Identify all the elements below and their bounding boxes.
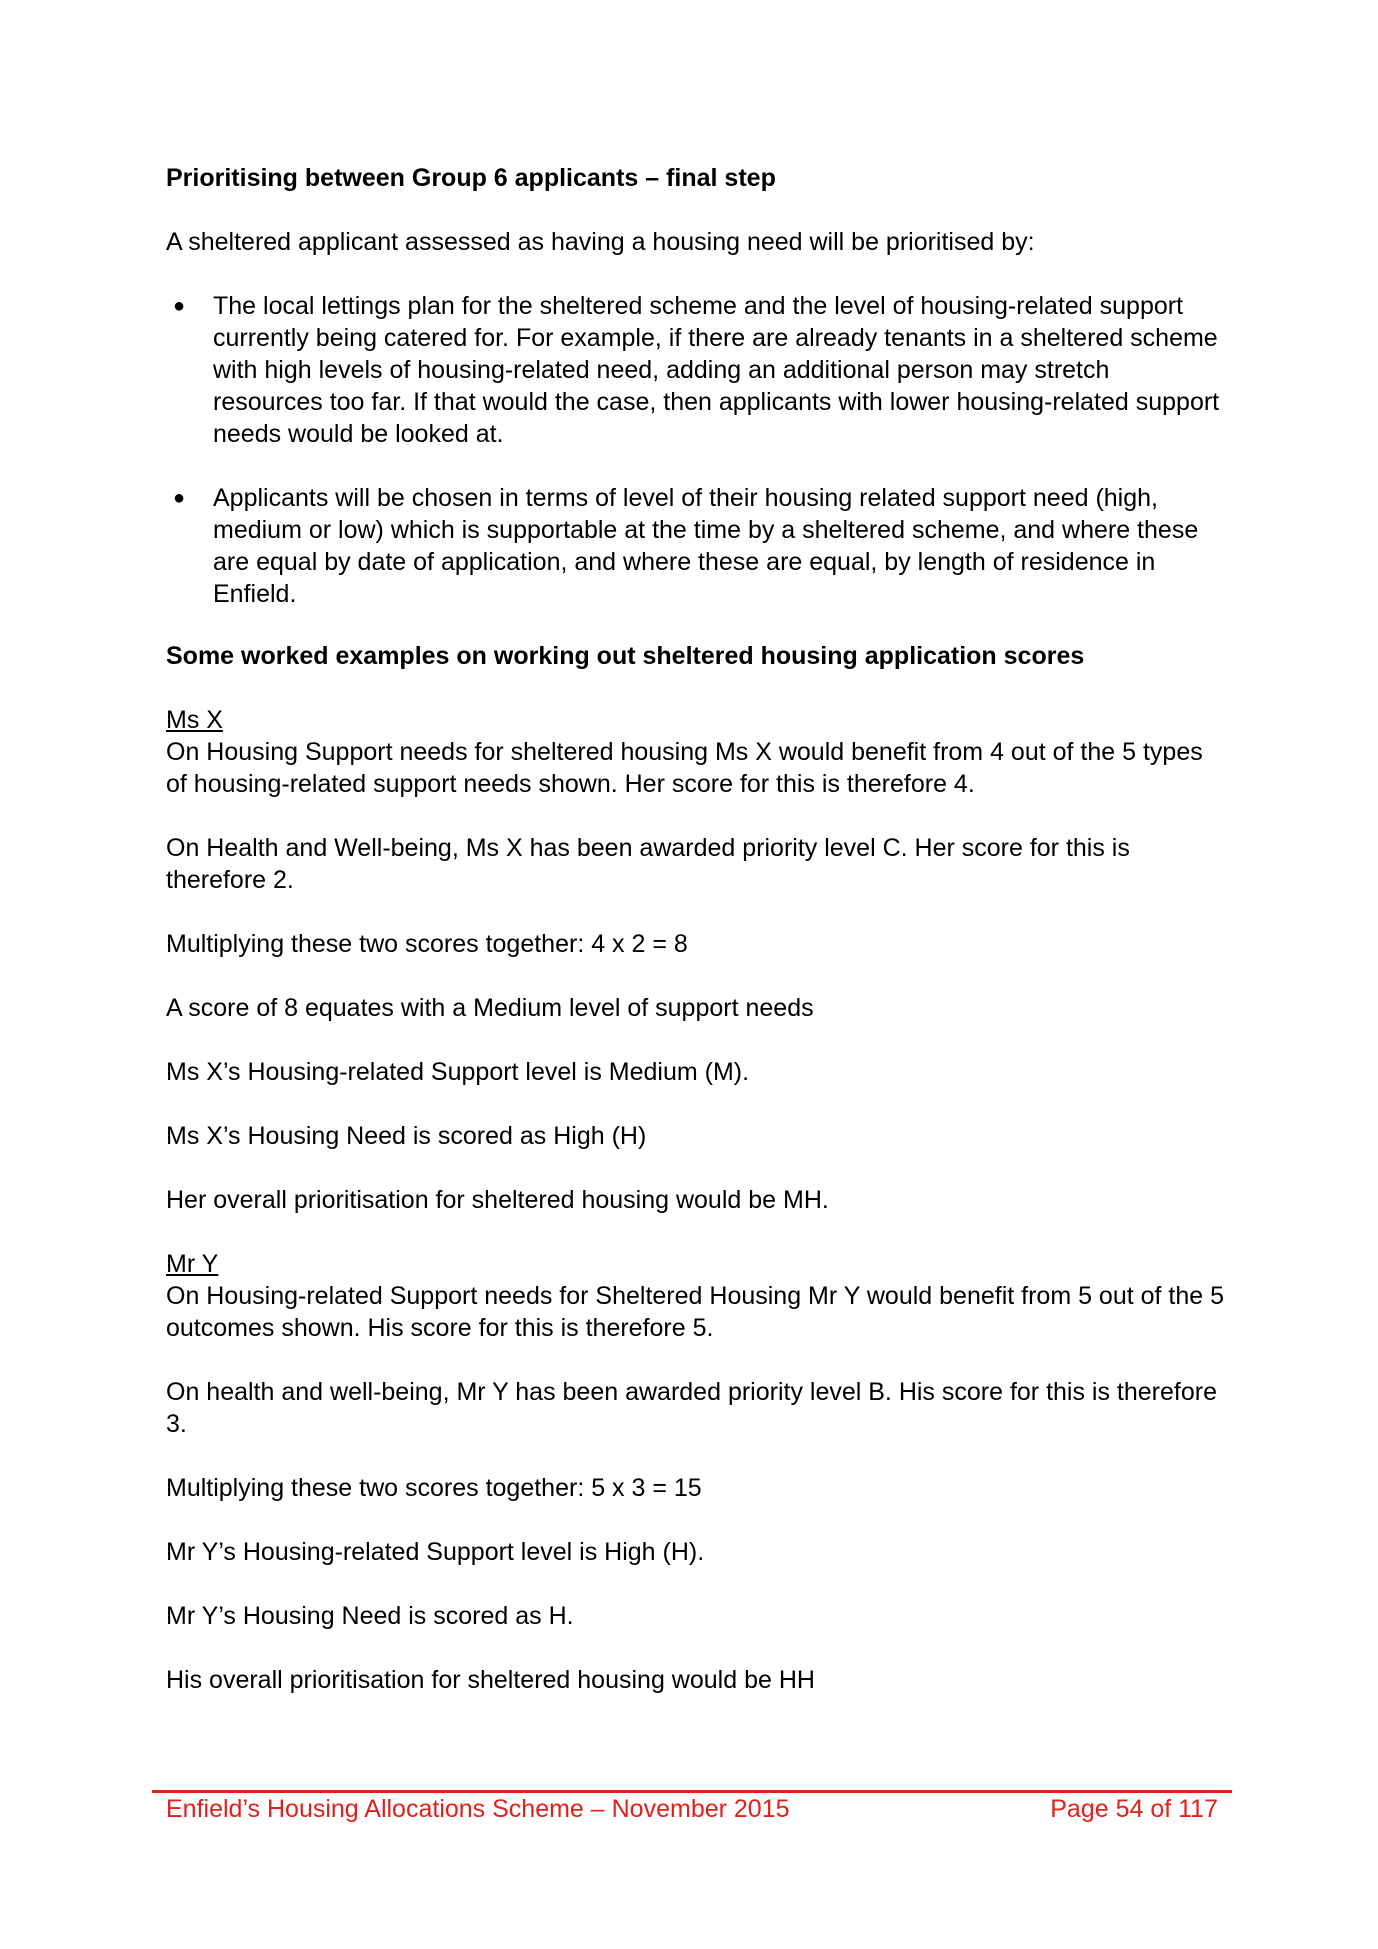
bullet-text: Applicants will be chosen in terms of level of their housing related support need (high, medium or low) which is supportable at the time by a sheltered scheme, and where these are equal by date of application, and where these are equal, by length of residence in Enfield.	[213, 484, 1199, 608]
paragraph: Mr Y’s Housing Need is scored as H.	[166, 1602, 574, 1630]
intro-paragraph: A sheltered applicant assessed as having a housing need will be prioritised by:	[166, 228, 1035, 256]
paragraph: Mr Y’s Housing-related Support level is High (H).	[166, 1538, 705, 1566]
footer-page-number: Page 54 of 117	[1050, 1795, 1218, 1823]
paragraph: Multiplying these two scores together: 4 x 2 = 8	[166, 930, 688, 958]
paragraph: Ms X’s Housing Need is scored as High (H)	[166, 1122, 647, 1150]
paragraph: His overall prioritisation for sheltered housing would be HH	[166, 1666, 815, 1694]
paragraph: Her overall prioritisation for sheltered housing would be MH.	[166, 1186, 829, 1214]
bullet-icon: ●	[173, 487, 186, 509]
paragraph: On Housing Support needs for sheltered housing Ms X would benefit from 4 out of the 5 types of housing-related support needs shown. Her score for this is therefore 4.	[166, 738, 1203, 798]
bullet-text: The local lettings plan for the sheltered scheme and the level of housing-related support currently being catered for. For example, if there are already tenants in a sheltered scheme with high levels of housing-related need, adding an additional person may stretch resources too far. If that would the case, then applicants with lower housing-related support needs would be looked at.	[213, 292, 1220, 448]
paragraph: On Housing-related Support needs for Sheltered Housing Mr Y would benefit from 5 out of the 5 outcomes shown. His score for this is therefore 5.	[166, 1282, 1225, 1342]
example-name-mr-y: Mr Y	[166, 1250, 219, 1278]
bullet-item	[166, 290, 1226, 450]
section-heading-group6: Prioritising between Group 6 applicants – final step	[166, 164, 776, 192]
document-body	[166, 162, 1226, 1696]
bullet-item	[166, 482, 1226, 610]
section-heading-worked-examples: Some worked examples on working out sheltered housing application scores	[166, 642, 1085, 670]
footer-document-title: Enfield’s Housing Allocations Scheme – November 2015	[166, 1795, 790, 1823]
bullet-list	[166, 290, 1226, 610]
bullet-icon: ●	[173, 295, 186, 317]
paragraph: Multiplying these two scores together: 5 x 3 = 15	[166, 1474, 702, 1502]
paragraph: Ms X’s Housing-related Support level is Medium (M).	[166, 1058, 750, 1086]
paragraph: On Health and Well-being, Ms X has been awarded priority level C. Her score for this is therefore 2.	[166, 834, 1130, 894]
paragraph: A score of 8 equates with a Medium level of support needs	[166, 994, 814, 1022]
example-name-ms-x: Ms X	[166, 706, 223, 734]
paragraph: On health and well-being, Mr Y has been awarded priority level B. His score for this is therefore 3.	[166, 1378, 1217, 1438]
